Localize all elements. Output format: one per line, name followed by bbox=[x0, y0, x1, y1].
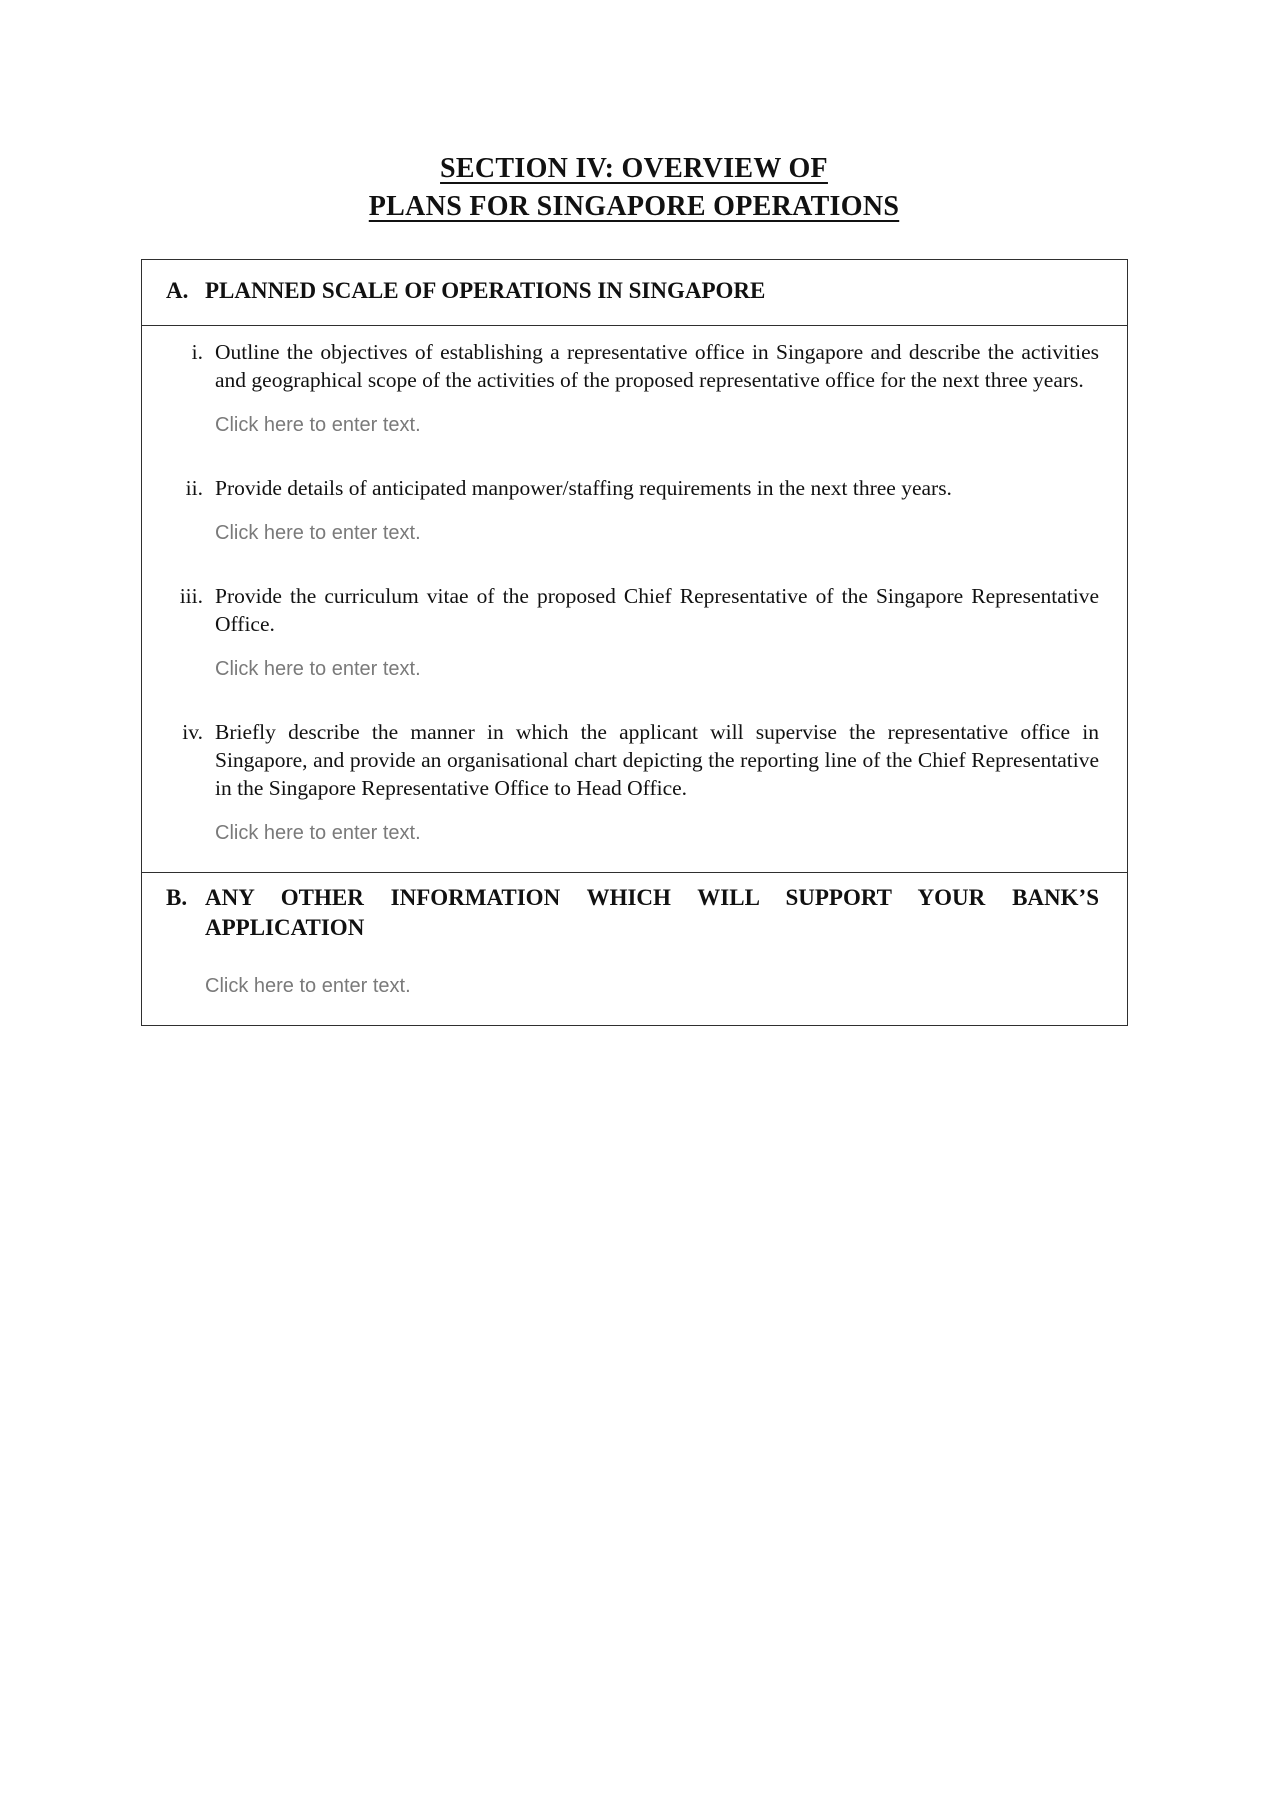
section-b-header bbox=[166, 883, 1099, 943]
question-i-text: Outline the objectives of establishing a representative office in Singapore and describe the activities and geographical scope of the activities of the proposed representative office for the next three years. bbox=[215, 340, 1099, 392]
section-a-body bbox=[142, 326, 1127, 873]
text-entry-placeholder-ii[interactable]: Click here to enter text. bbox=[215, 522, 421, 544]
text-entry-placeholder-iv[interactable]: Click here to enter text. bbox=[215, 822, 421, 844]
section-b bbox=[142, 873, 1127, 1025]
section-a-header bbox=[142, 260, 1127, 326]
form-table bbox=[141, 259, 1128, 1026]
page-title-line-1: SECTION IV: OVERVIEW OF bbox=[440, 153, 828, 184]
question-i-marker: i. bbox=[191, 340, 203, 364]
text-entry-placeholder-b[interactable]: Click here to enter text. bbox=[205, 975, 411, 997]
question-ii-text: Provide details of anticipated manpower/staffing requirements in the next three years. bbox=[215, 476, 952, 500]
question-ii bbox=[166, 474, 1099, 502]
question-iii-text: Provide the curriculum vitae of the proposed Chief Representative of the Singapore Representative Office. bbox=[215, 584, 1099, 636]
section-b-marker: B. bbox=[166, 885, 188, 910]
section-b-heading: ANY OTHER INFORMATION WHICH WILL SUPPORT YOUR BANK’S APPLICATION bbox=[205, 885, 1099, 940]
question-iv-text: Briefly describe the manner in which the applicant will supervise the representative office in Singapore, and provide an organisational chart depicting the reporting line of the Chief Representative in the Singapore Representative Office to Head Office. bbox=[215, 720, 1099, 800]
text-entry-placeholder-iii[interactable]: Click here to enter text. bbox=[215, 658, 421, 680]
question-iii bbox=[166, 582, 1099, 638]
section-a-heading: PLANNED SCALE OF OPERATIONS IN SINGAPORE bbox=[205, 278, 766, 303]
page-title bbox=[0, 0, 1268, 226]
text-entry-placeholder-i[interactable]: Click here to enter text. bbox=[215, 414, 421, 436]
section-a-marker: A. bbox=[166, 278, 189, 303]
question-iii-marker: iii. bbox=[179, 584, 203, 608]
question-ii-marker: ii. bbox=[185, 476, 203, 500]
section-b-body bbox=[166, 973, 1099, 999]
question-iv-marker: iv. bbox=[182, 720, 203, 744]
question-iv bbox=[166, 718, 1099, 802]
question-i bbox=[166, 338, 1099, 394]
page-title-line-2: PLANS FOR SINGAPORE OPERATIONS bbox=[368, 191, 900, 222]
